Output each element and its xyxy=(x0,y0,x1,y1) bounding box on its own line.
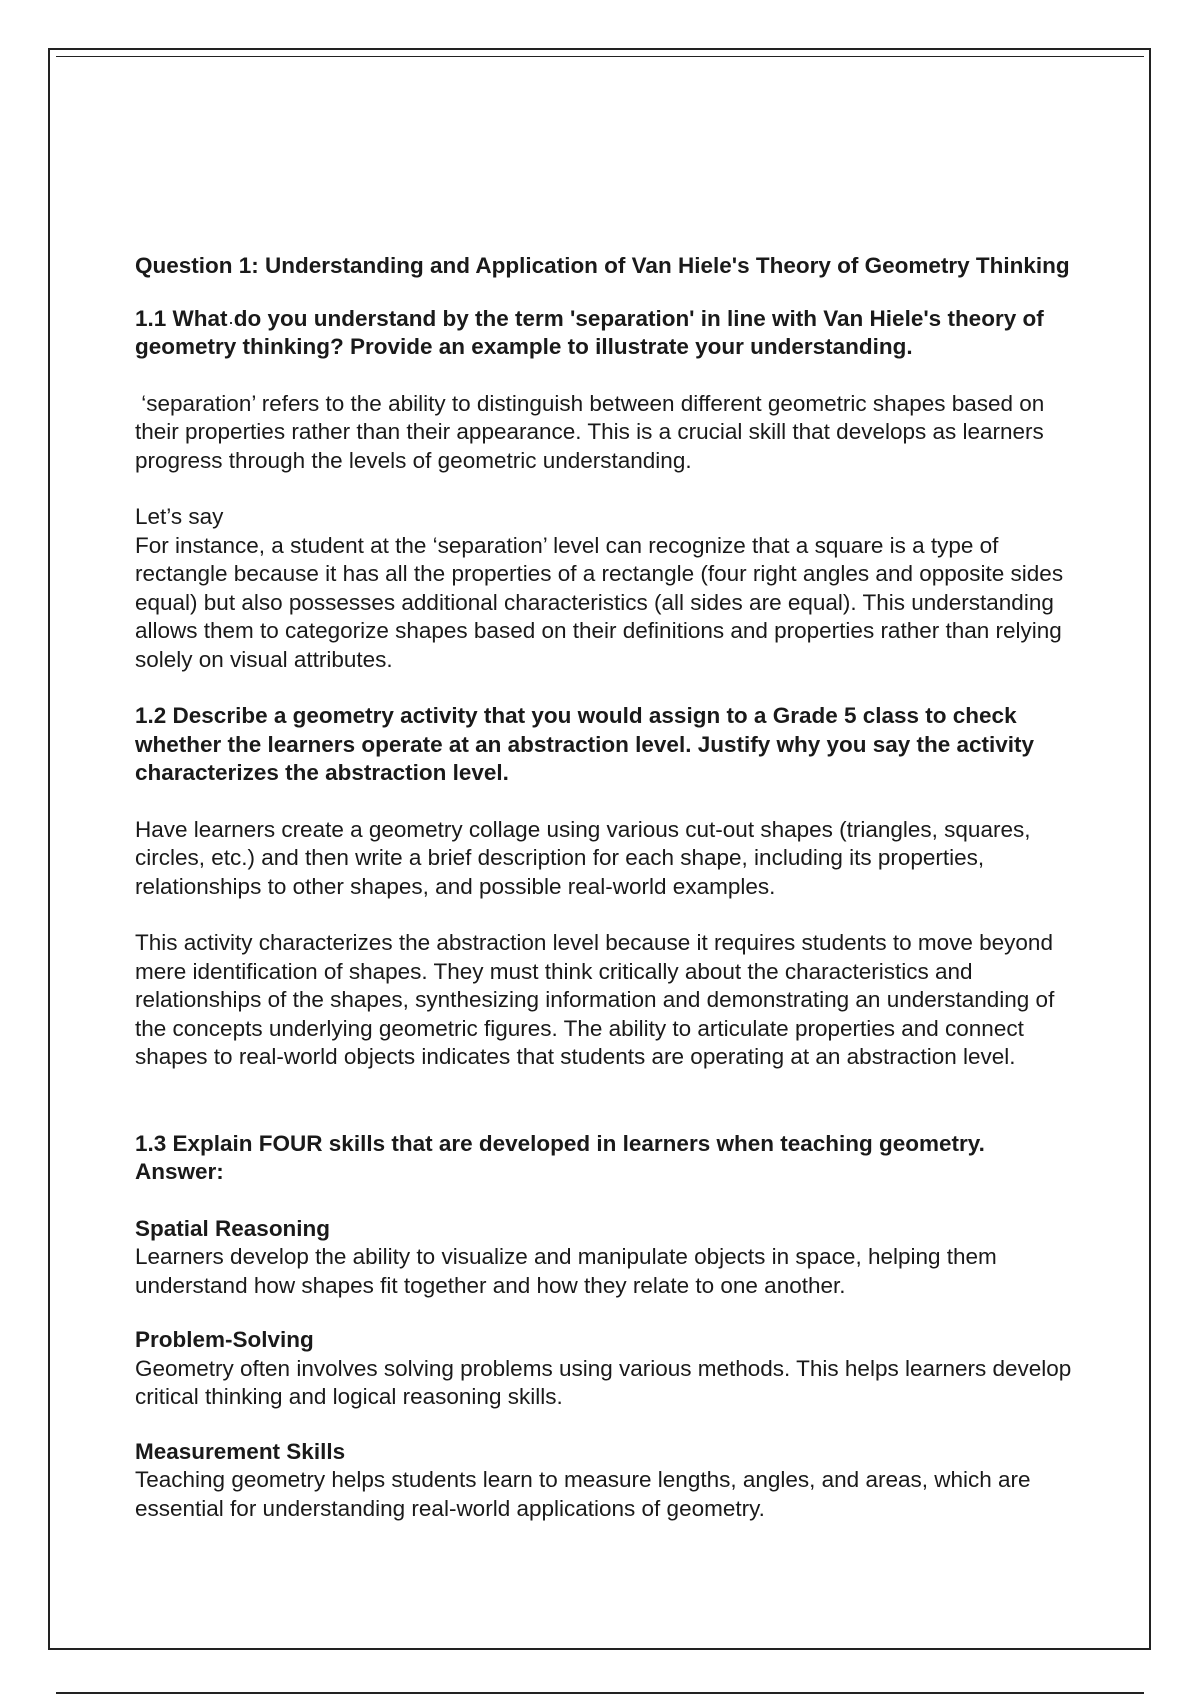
skill-title: Measurement Skills xyxy=(135,1438,346,1464)
skill-description: Geometry often involves solving problems using various methods. This helps learners develop critical thinking and logical reasoning skills. xyxy=(135,1355,1072,1409)
bottom-rule xyxy=(56,1692,1144,1694)
skill-title: Spatial Reasoning xyxy=(135,1215,331,1241)
document-body xyxy=(135,252,1075,1549)
section-1-2 xyxy=(135,702,1075,1072)
answer-1-1-paragraph-2: For instance, a student at the ‘separation’ level can recognize that a square is a type of rectangle because it has all the properties of a rectangle (four right angles and opposite sides equal) but also possesses additional characteristics (all sides are equal). This understanding allows them to categorize shapes based on their definitions and properties rather than relying solely on visual attributes. xyxy=(135,532,1064,672)
section-1-1 xyxy=(135,305,1075,675)
skill-title: Problem-Solving xyxy=(135,1327,314,1352)
section-1-3 xyxy=(135,1130,1075,1524)
answer-label: Answer: xyxy=(135,1159,224,1184)
skill-description: Learners develop the ability to visualize and manipulate objects in space, helping them understand how shapes fit together and how they relate to one another. xyxy=(135,1244,997,1298)
answer-1-1-paragraph-1: ‘separation’ refers to the ability to distinguish between different geometric shapes based on their properties rather than their appearance. This is a crucial skill that develops as learners progress through the levels of geometric understanding. xyxy=(135,390,1051,473)
question-1-1-heading: 1.1 What do you understand by the term 'separation' in line with Van Hiele's theory of geometry thinking? Provide an example to illustrate your understanding. xyxy=(135,305,1044,359)
answer-1-1-lets-say: Let’s say xyxy=(135,504,224,529)
spacer xyxy=(135,1072,1075,1130)
question-1-2-heading: 1.2 Describe a geometry activity that you would assign to a Grade 5 class to check whether the learners operate at an abstraction level. Justify why you say the activity characterizes the abstraction level. xyxy=(135,703,1035,785)
question-1-title: Question 1: Understanding and Application of Van Hiele's Theory of Geometry Thinking xyxy=(135,253,1070,278)
answer-1-2-paragraph-2: This activity characterizes the abstraction level because it requires students to move beyond mere identification of shapes. They must think critically about the characteristics and relationships of the shapes, synthesizing information and demonstrating an understanding of the concepts underlying geometric figures. The ability to articulate properties and connect shapes to real-world objects indicates that students are operating at an abstraction level. xyxy=(135,930,1055,1069)
answer-1-2-paragraph-1: Have learners create a geometry collage using various cut-out shapes (triangles, squares, circles, etc.) and then write a brief description for each shape, including its properties, relationships to other shapes, and possible real-world examples. xyxy=(135,816,1031,899)
top-rule xyxy=(56,56,1144,57)
skill-description: Teaching geometry helps students learn to measure lengths, angles, and areas, which are essential for understanding real-world applications of geometry. xyxy=(135,1467,1031,1521)
question-1-3-heading: 1.3 Explain FOUR skills that are developed in learners when teaching geometry. xyxy=(135,1130,985,1156)
